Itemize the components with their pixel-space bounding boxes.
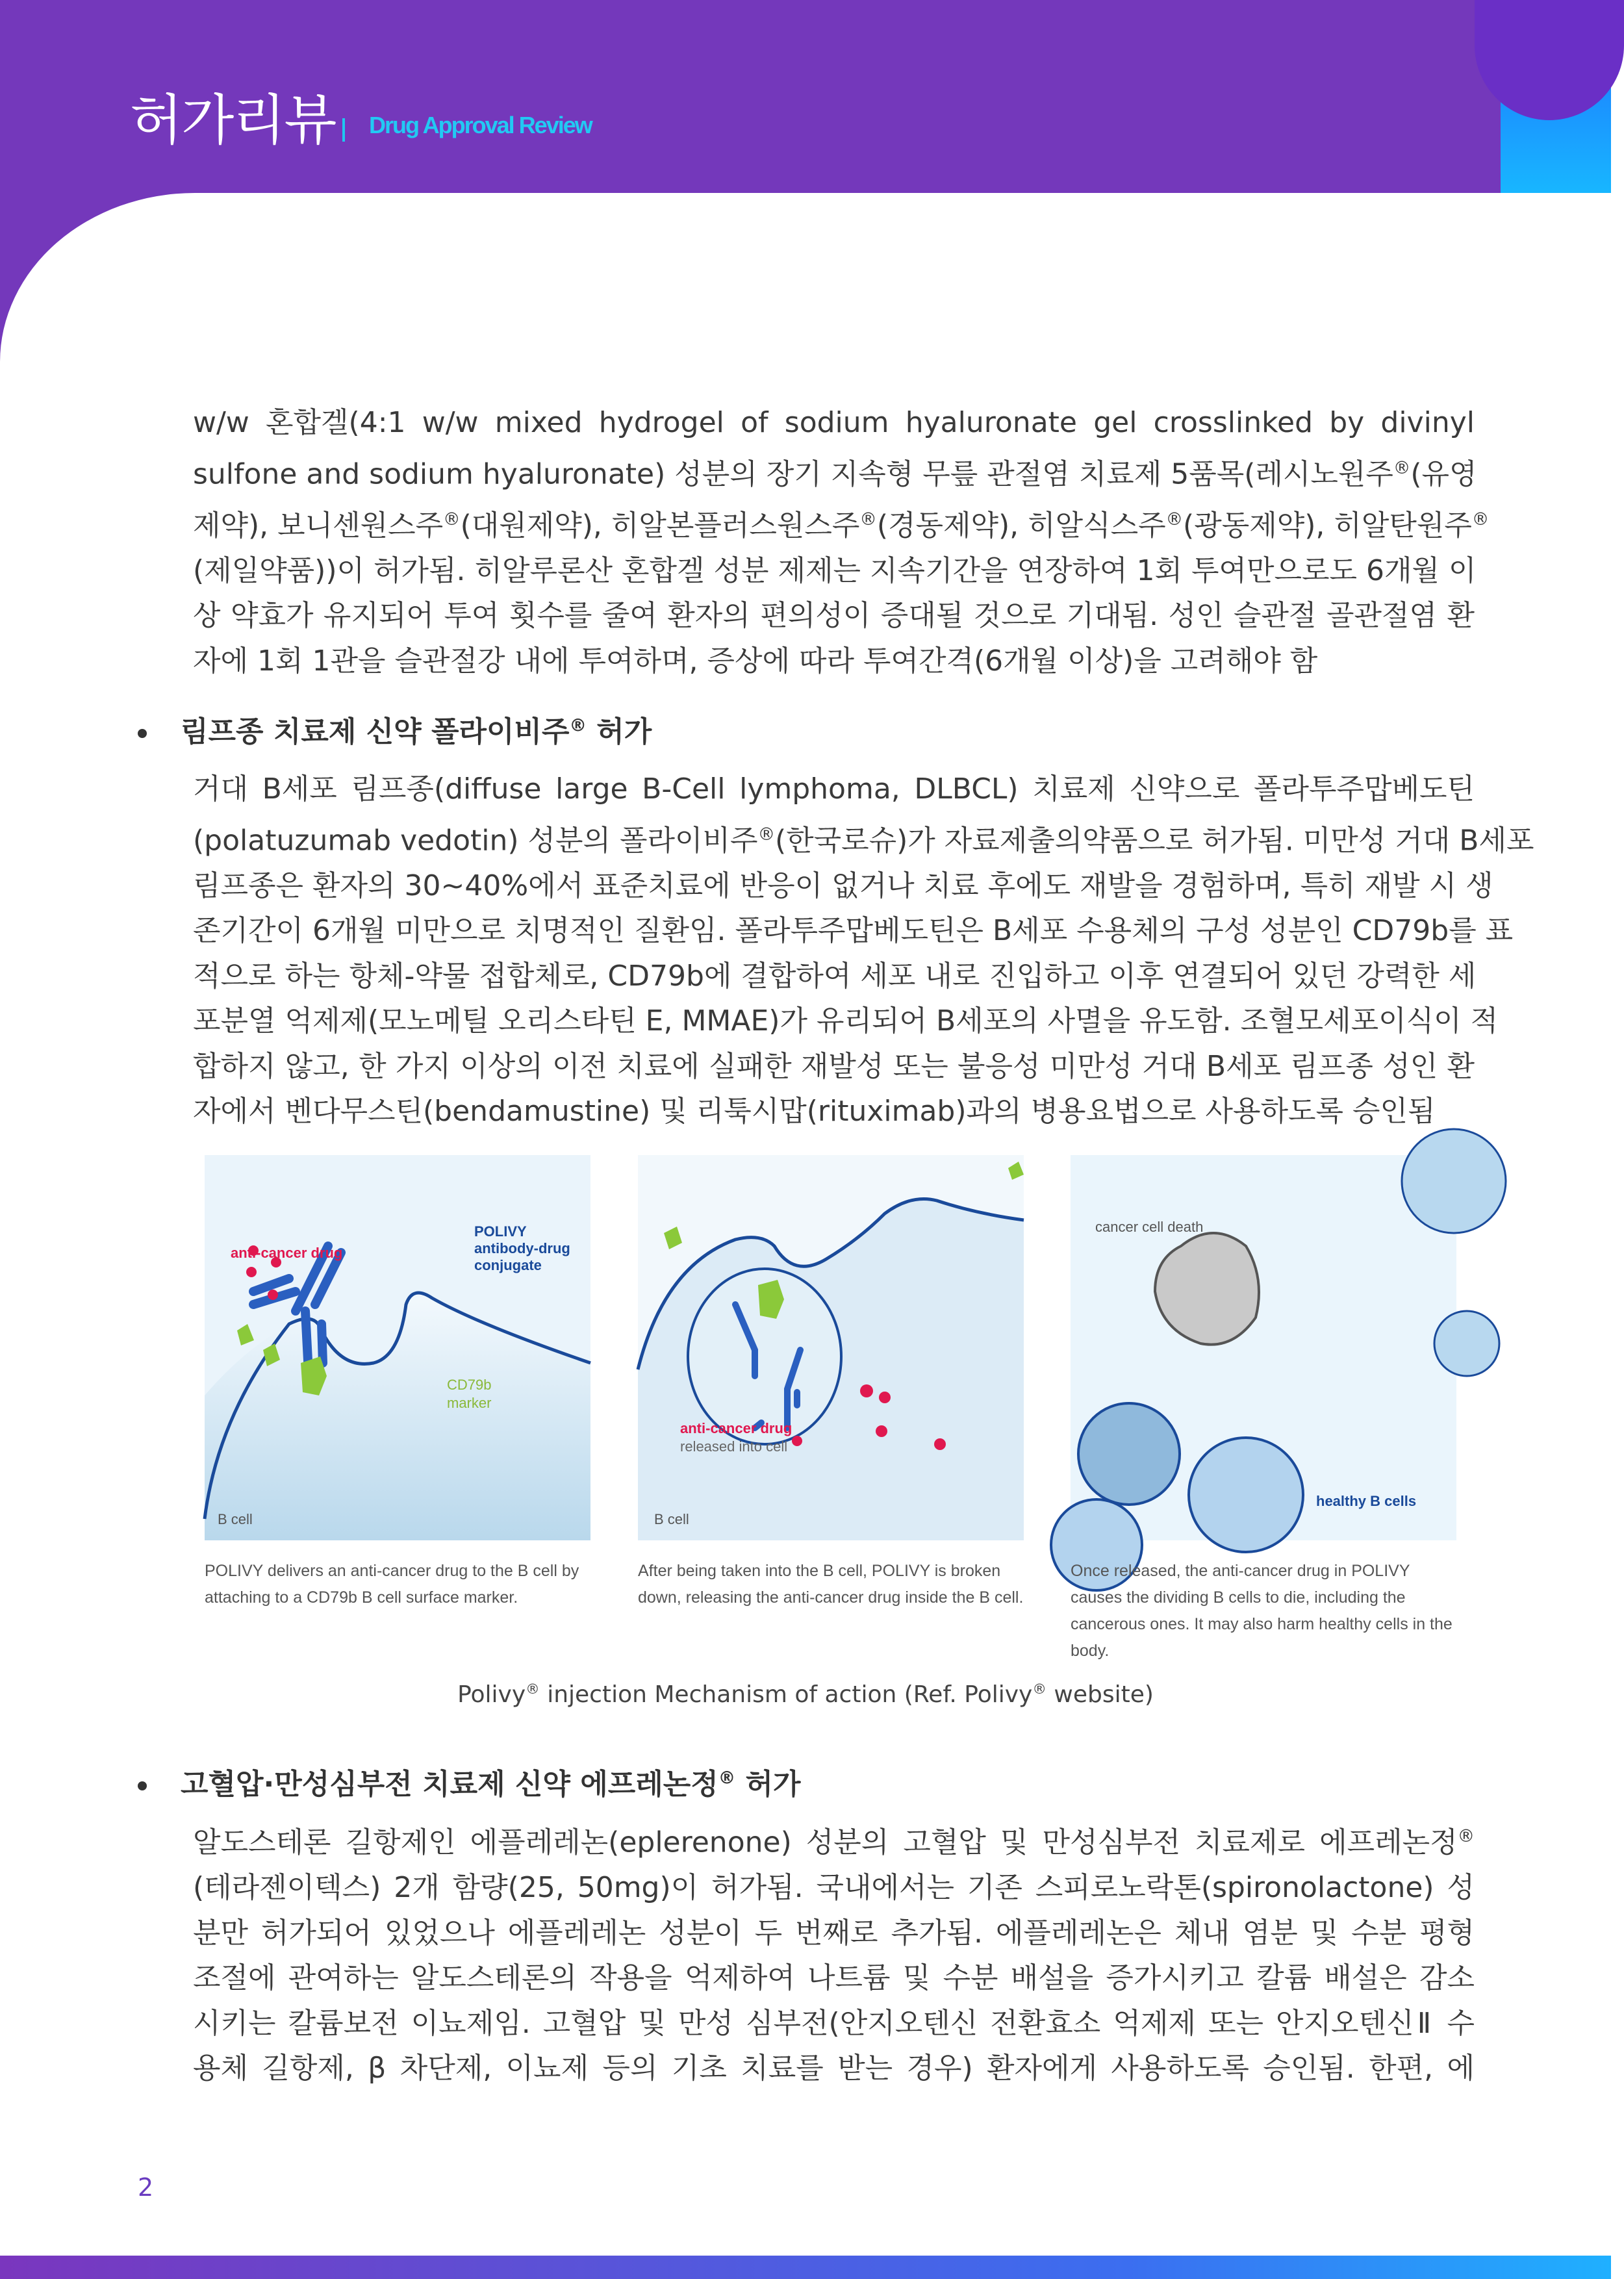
label-cancer-cell-death: cancer cell death bbox=[1095, 1219, 1204, 1235]
text-line: 적으로 하는 항체-약물 접합체로, CD79b에 결합하여 세포 내로 진입하고 이후 연결되어 있던 강력한 세 bbox=[193, 959, 1477, 993]
figure-panel-internalize bbox=[638, 1155, 1024, 1540]
label-cd79b-marker bbox=[447, 1376, 491, 1412]
section-title: 허가리뷰 bbox=[130, 88, 336, 152]
label-line: antibody-drug bbox=[474, 1240, 570, 1256]
text-line: 자에서 벤다무스틴(bendamustine) 및 리툭시맙(rituximab)과의 병용요법으로 사용하도록 승인됨 bbox=[193, 1095, 1436, 1128]
label-b-cell: B cell bbox=[654, 1511, 689, 1527]
label-line: CD79b bbox=[447, 1377, 492, 1393]
label-anti-cancer-drug: anti-cancer drug bbox=[680, 1420, 793, 1436]
figure-panel-attach bbox=[205, 1155, 590, 1540]
text-line: 존기간이 6개월 미만으로 치명적인 질환임. 폴라투주맙베도틴은 B세포 수용체의 구성 성분인 CD79b를 표 bbox=[193, 914, 1514, 948]
text-line: 시키는 칼륨보전 이뇨제임. 고혈압 및 만성 심부전(안지오텐신 전환효소 억제제 또는 안지오텐신Ⅱ 수 bbox=[193, 2006, 1475, 2040]
bullet-heading-polivy bbox=[138, 708, 652, 750]
page-number: 2 bbox=[138, 2173, 154, 2202]
label-anti-cancer-drug: anti-cancer drug bbox=[231, 1245, 343, 1261]
text-line: 용체 길항제, β 차단제, 이뇨제 등의 기초 치료를 받는 경우) 환자에게 사용하도록 승인됨. 한편, 에 bbox=[193, 2052, 1475, 2085]
figure-caption-2: After being taken into the B cell, POLIVY is broken down, releasing the anti-cancer drug inside the B cell. bbox=[638, 1562, 1024, 1607]
bullet-icon bbox=[138, 1781, 147, 1790]
text-line: 분만 허가되어 있었으나 에플레레논 성분이 두 번째로 추가됨. 에플레레논은 체내 염분 및 수분 평형 bbox=[193, 1916, 1475, 1950]
figure-caption: Polivy® injection Mechanism of action (Ref. Polivy® website) bbox=[457, 1681, 1154, 1708]
bullet-icon bbox=[138, 729, 147, 738]
text-line: sulfone and sodium hyaluronate) 성분의 장기 지속형 무릎 관절염 치료제 5품목(레시노원주®(유영 bbox=[193, 457, 1477, 491]
title-divider bbox=[342, 118, 345, 142]
label-healthy-b-cells: healthy B cells bbox=[1316, 1493, 1417, 1509]
figure-caption-1: POLIVY delivers an anti-cancer drug to the B cell by attaching to a CD79b B cell surface marker. bbox=[205, 1562, 579, 1607]
text-line: 자에 1회 1관을 슬관절강 내에 투여하며, 증상에 따라 투여간격(6개월 이상)을 고려해야 함 bbox=[193, 644, 1318, 678]
text-line: (제일약품))이 허가됨. 히알루론산 혼합겔 성분 제제는 지속기간을 연장하여 1회 투여만으로도 6개월 이 bbox=[193, 554, 1477, 587]
illustration-adc-internalization bbox=[638, 1155, 1024, 1540]
paragraph-eplerenone bbox=[193, 1814, 1475, 2091]
label-b-cell: B cell bbox=[218, 1511, 253, 1527]
paragraph-polivy bbox=[193, 767, 1534, 1134]
text-line: w/w 혼합겔(4:1 w/w mixed hydrogel of sodium hyaluronate gel crosslinked by divinyl bbox=[193, 406, 1475, 439]
label-line: POLIVY bbox=[474, 1223, 527, 1240]
text-line: 거대 B세포 림프종(diffuse large B-Cell lymphoma, DLBCL) 치료제 신약으로 폴라투주맙베도틴 bbox=[193, 772, 1475, 806]
text-line: 상 약효가 유지되어 투여 횟수를 줄여 환자의 편의성이 증대될 것으로 기대됨. 성인 슬관절 골관절염 환 bbox=[193, 599, 1475, 633]
text-line: 합하지 않고, 한 가지 이상의 이전 치료에 실패한 재발성 또는 불응성 미만성 거대 B세포 림프종 성인 환 bbox=[193, 1049, 1475, 1083]
text-line: 림프종은 환자의 30~40%에서 표준치료에 반응이 없거나 치료 후에도 재발을 경험하며, 특히 재발 시 생 bbox=[193, 869, 1493, 902]
label-line: marker bbox=[447, 1395, 492, 1411]
text-line: 포분열 억제제(모노메틸 오리스타틴 E, MMAE)가 유리되어 B세포의 사멸을 유도함. 조혈모세포이식이 적 bbox=[193, 1004, 1499, 1038]
illustration-adc-binding bbox=[205, 1155, 590, 1540]
figure-panel-cell-death bbox=[1071, 1155, 1456, 1540]
heading-text: 고혈압·만성심부전 치료제 신약 에프레논정® 허가 bbox=[181, 1768, 801, 1801]
section-subtitle: Drug Approval Review bbox=[369, 112, 592, 138]
illustration-cell-death bbox=[1071, 1155, 1456, 1540]
heading-text: 림프종 치료제 신약 폴라이비주® 허가 bbox=[181, 715, 652, 748]
footer-bar bbox=[0, 2256, 1611, 2279]
text-line: 알도스테론 길항제인 에플레레논(eplerenone) 성분의 고혈압 및 만성심부전 치료제로 에프레논정® bbox=[193, 1826, 1475, 1859]
text-line: (테라젠이텍스) 2개 함량(25, 50mg)이 허가됨. 국내에서는 기존 스피로노락톤(spironolactone) 성 bbox=[193, 1871, 1475, 1905]
paragraph-hyaluronate bbox=[193, 400, 1490, 683]
text-line: 제약), 보니센원스주®(대원제약), 히알본플러스원스주®(경동제약), 히알식스주®(광동제약), 히알탄원주® bbox=[193, 509, 1490, 542]
label-released-into-cell: released into cell bbox=[680, 1438, 788, 1455]
text-line: 조절에 관여하는 알도스테론의 작용을 억제하여 나트륨 및 수분 배설을 증가시키고 칼륨 배설은 감소 bbox=[193, 1961, 1475, 1995]
text-line: (polatuzumab vedotin) 성분의 폴라이비주®(한국로슈)가 자료제출의약품으로 허가됨. 미만성 거대 B세포 bbox=[193, 824, 1534, 858]
figure-caption-3: Once released, the anti-cancer drug in POLIVY causes the dividing B cells to die, including the cancerous ones. It may also harm healthy cells in the body. bbox=[1071, 1562, 1453, 1660]
label-polivy-adc bbox=[474, 1223, 570, 1274]
label-line: conjugate bbox=[474, 1257, 542, 1273]
bullet-heading-eplerenone bbox=[138, 1761, 800, 1802]
